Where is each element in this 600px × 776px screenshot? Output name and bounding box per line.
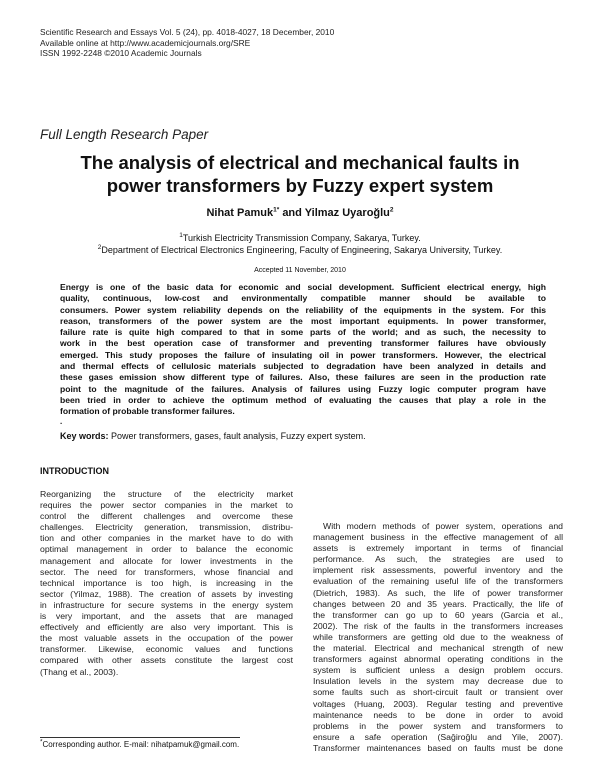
body-line: some faults such as short-circuit fault or transient over	[313, 687, 563, 698]
body-line: With modern methods of power system, operations and	[323, 521, 563, 531]
body-line: in infrastructure for secure systems in the energy system	[40, 599, 293, 610]
body-line: the material. Electrical and mechanical strength of new	[313, 643, 563, 654]
journal-citation: Scientific Research and Essays Vol. 5 (24), pp. 4018-4027, 18 December, 2010	[40, 27, 335, 37]
accepted-date: Accepted 11 November, 2010	[254, 267, 346, 274]
body-line: tion and other companies in the market have to do with	[40, 533, 293, 544]
body-line: Insulation levels in the system may decrease due to	[313, 676, 563, 687]
body-line: implement risk assessments, powerful inventory and the	[313, 565, 563, 576]
body-line: performance. As such, the strategies are used to	[313, 554, 563, 565]
footnote-divider	[40, 737, 240, 738]
footnote	[40, 740, 239, 749]
abstract-line: quality, continuous, low-cost and environmentally compatible manner should be available to	[60, 293, 546, 304]
abstract-line: formation of probable transformer failures.	[60, 406, 235, 417]
body-line: 2002). The risk of the faults in the transformers increases	[313, 620, 563, 631]
right-column	[313, 521, 563, 754]
abstract-line: consumers. Power system reliability depends on the reliability of the equipments in the system. For this	[60, 304, 546, 315]
body-line: control the different challenges and overcome these	[40, 511, 293, 522]
body-line: technical importance is too high, is increasing in the	[40, 577, 293, 588]
authors	[40, 207, 560, 219]
abstract-line: point to the magnitude of the failures. Analysis of failures using Fuzzy logic computer program have	[60, 383, 546, 394]
keywords-text: Power transformers, gases, fault analysis, Fuzzy expert system.	[111, 431, 366, 441]
abstract-line: work in the best operation case of transformer and preventing transformer failures have obviously	[60, 338, 546, 349]
affiliation-2	[40, 245, 560, 257]
body-line: voltages (Huang, 2003). Regular testing and preventive	[313, 698, 563, 709]
author-1: Nihat Pamuk	[206, 207, 274, 219]
abstract-dot: .	[60, 417, 63, 426]
body-line: management and allocate for lower investments in the	[40, 555, 293, 566]
footnote-sup: *	[40, 738, 43, 746]
affiliation-1-sup: 1	[179, 232, 183, 239]
affiliations	[40, 233, 560, 256]
body-line: changes between 20 and 35 years. Practically, the life of	[313, 598, 563, 609]
body-line: requires the power sector companies in the market to	[40, 500, 293, 511]
author-2: Yilmaz Uyaroğlu	[304, 207, 390, 219]
body-line: Transformer maintenances based on faults must be done	[313, 742, 563, 753]
abstract-line: emerged. This study proposes the failure of insulating oil in power transformers. However, the electrical	[60, 349, 546, 360]
paper-type: Full Length Research Paper	[40, 127, 209, 142]
affiliation-2-sup: 2	[97, 243, 102, 251]
body-line: the most valuable assets in the occupation of the power	[40, 633, 293, 644]
keywords	[60, 431, 366, 441]
body-line: system is sufficient unless a design problem occurs.	[313, 665, 563, 676]
journal-url[interactable]: Available online at http://www.academicjournals.org/SRE	[40, 37, 251, 48]
authors-and: and	[282, 207, 302, 219]
body-line: problems in the power system and transformers to	[313, 720, 563, 731]
author-1-sup: 1*	[273, 206, 280, 214]
body-line: Reorganizing the structure of the electricity market	[40, 489, 293, 499]
paper-title	[40, 151, 560, 197]
left-column	[40, 489, 293, 678]
body-line: sector (Yilmaz, 1988). The creation of assets by investing	[40, 588, 293, 599]
body-line: compared with other assets constitute the largest cost	[40, 655, 293, 666]
body-line: challenges. Electricity generation, transmission, distribu-	[40, 522, 293, 533]
body-line: the transformer can go up to 60 years (Garcia et al.,	[313, 609, 563, 620]
abstract-line: Energy is one of the basic data for economic and social development. Sufficient electrical energy, high	[60, 282, 546, 292]
affiliation-1	[40, 233, 560, 245]
abstract	[60, 282, 546, 418]
body-line: transformer. Likewise, economic values and functions	[40, 644, 293, 655]
body-line: effectively and efficiently are also very important. This is	[40, 622, 293, 633]
body-line: is very important, and the assets that are managed	[40, 611, 293, 622]
body-line: assets is extremely important in terms of financial	[313, 543, 563, 554]
footnote-text: Corresponding author. E-mail: nihatpamuk@gmail.com.	[42, 740, 240, 749]
author-2-sup: 2	[389, 206, 394, 214]
affiliation-1-text: Turkish Electricity Transmission Company, Sakarya, Turkey.	[182, 233, 421, 243]
affiliation-2-text: Department of Electrical Electronics Engineering, Faculty of Engineering, Sakarya University, Turkey.	[101, 244, 503, 255]
body-line: maintenance needs to be done in order to avoid	[313, 709, 563, 720]
title-line-1: The analysis of electrical and mechanical faults in	[80, 152, 520, 173]
body-line: sector. The need for transformers, whose financial and	[40, 566, 293, 577]
journal-header	[40, 27, 334, 59]
introduction-heading: INTRODUCTION	[40, 466, 109, 476]
body-line: optimal management in order to balance the economic	[40, 544, 293, 555]
abstract-line: and thermal effects of cellulosic materials subjected to degradation have been analyzed in details and	[60, 361, 546, 372]
title-line-2: power transformers by Fuzzy expert system	[106, 175, 494, 196]
abstract-line: reason, transformers of the power system are the most important equipments. In power transformer,	[60, 315, 546, 326]
abstract-line: failure rate is quite high compared to that in some parts of the world; and as such, the necessity to	[60, 327, 546, 338]
body-line: evaluation of the remaining useful life of the transformers	[313, 576, 563, 587]
abstract-line: been tried in order to achieve the optimum method of evaluating the causes that play a role in the	[60, 394, 546, 405]
body-line: while transformers are getting old due to the weakness of	[313, 631, 563, 642]
body-line: (Dietrich, 1983). As such, the life of power transformer	[313, 587, 563, 598]
body-line: ensure a safe operation (Sağiroğlu and Yile, 2007).	[313, 731, 563, 742]
body-line: management business in the effective management of all	[313, 532, 563, 543]
body-line: (Thang et al., 2003).	[40, 666, 119, 677]
body-line: transformers against abnormal operating conditions in the	[313, 654, 563, 665]
keywords-label: Key words:	[60, 431, 109, 441]
abstract-line: these gases emission show different type of failures. Also, these failures are seen in the production rate	[60, 372, 546, 383]
journal-issn: ISSN 1992-2248 ©2010 Academic Journals	[40, 48, 202, 58]
